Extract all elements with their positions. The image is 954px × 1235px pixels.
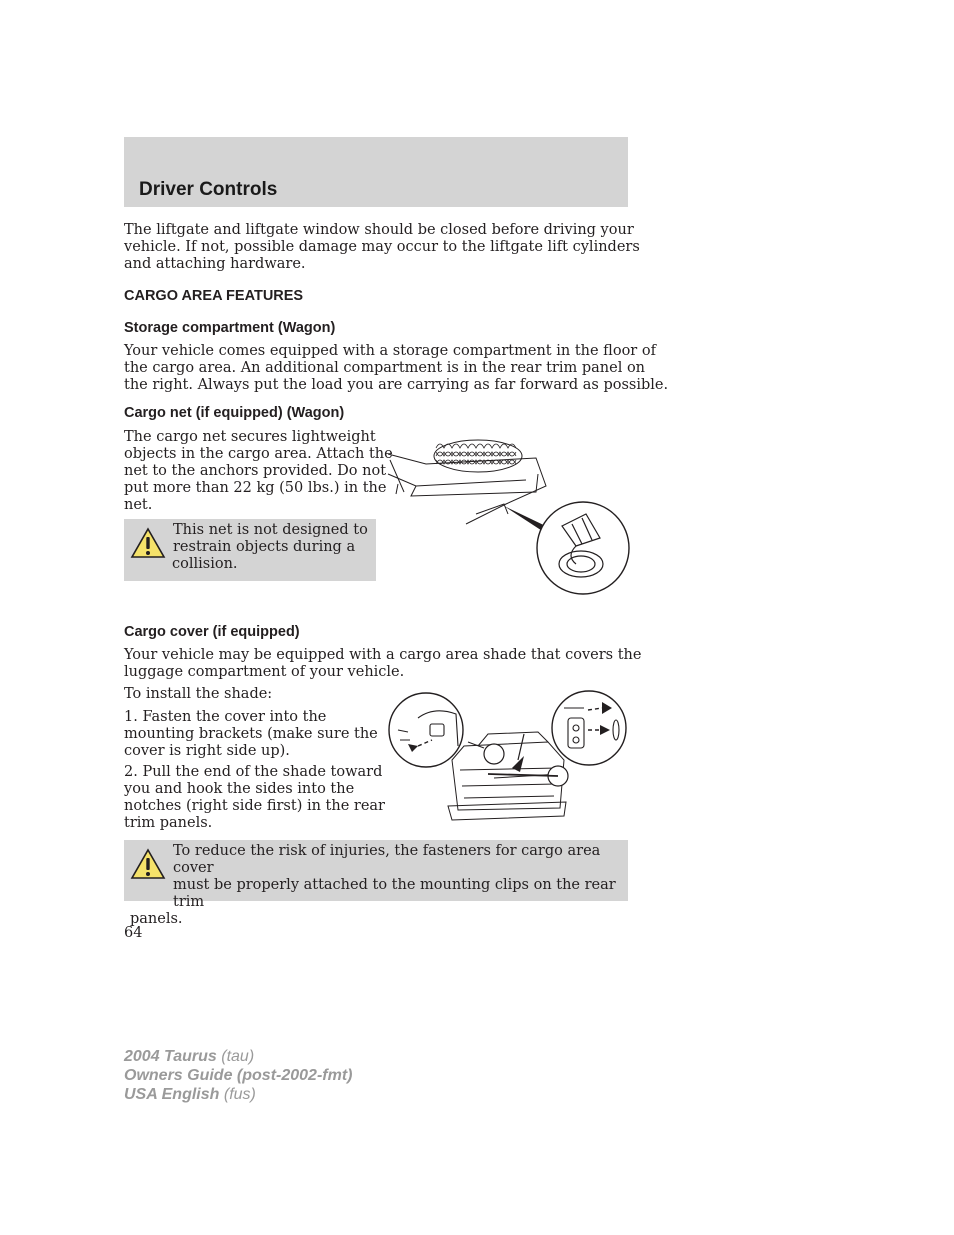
text-line: panels. (130, 911, 183, 927)
text-line: 2. Pull the end of the shade toward (124, 764, 383, 780)
text-line: net. (124, 497, 153, 513)
text-line: notches (right side first) in the rear (124, 798, 385, 814)
text-line: the cargo area. An additional compartment is in the rear trim panel on (124, 360, 646, 376)
cargo-net-warning (124, 519, 376, 581)
cargo-net-paragraph (124, 429, 393, 514)
footer-line-guide (124, 1066, 352, 1085)
warning-triangle-icon (130, 526, 166, 560)
text-line: objects in the cargo area. Attach the (124, 446, 393, 462)
text-line: This net is not designed to (173, 522, 368, 538)
text-line: must be properly attached to the mounting clips on the rear trim (173, 877, 616, 910)
warning-text (130, 843, 622, 928)
footer-model: 2004 Taurus (124, 1048, 217, 1065)
text-line: mounting brackets (make sure the (124, 726, 378, 742)
text-line: restrain objects during a (173, 539, 356, 555)
text-line: and attaching hardware. (124, 256, 306, 272)
text-line: trim panels. (124, 815, 213, 831)
section-header-bar (124, 137, 628, 207)
text-line: Your vehicle comes equipped with a storage compartment in the floor of (124, 343, 656, 359)
text-line: the right. Always put the load you are carrying as far forward as possible. (124, 377, 669, 393)
storage-heading: Storage compartment (Wagon) (124, 320, 336, 336)
text-line: Your vehicle may be equipped with a cargo area shade that covers the (124, 647, 642, 663)
text-line: vehicle. If not, possible damage may occur to the liftgate lift cylinders (124, 239, 640, 255)
footer-line-model (124, 1047, 254, 1066)
cargo-net-illustration (386, 434, 632, 596)
cargo-net-heading: Cargo net (if equipped) (Wagon) (124, 405, 345, 421)
intro-paragraph (124, 222, 640, 273)
text-line: To reduce the risk of injuries, the fasteners for cargo area cover (173, 843, 601, 876)
text-line: cover is right side up). (124, 743, 290, 759)
text-line: net to the anchors provided. Do not (124, 463, 387, 479)
warning-text (130, 522, 370, 573)
text-line: collision. (172, 556, 238, 572)
cargo-cover-paragraph (124, 647, 641, 681)
cargo-cover-illustration (388, 690, 630, 824)
footer-guide: Owners Guide (post-2002-fmt) (124, 1067, 353, 1084)
install-step-1 (124, 709, 378, 760)
text-line: luggage compartment of your vehicle. (124, 664, 405, 680)
section-title: Driver Controls (139, 179, 278, 200)
text-line: 1. Fasten the cover into the (124, 709, 327, 725)
cargo-features-heading: CARGO AREA FEATURES (124, 288, 304, 304)
cargo-cover-heading: Cargo cover (if equipped) (124, 624, 300, 640)
storage-paragraph (124, 343, 668, 394)
text-line: The liftgate and liftgate window should be closed before driving your (124, 222, 634, 238)
install-intro: To install the shade: (124, 686, 273, 702)
cargo-cover-warning (124, 840, 628, 927)
warning-triangle-icon (130, 847, 166, 881)
text-line: you and hook the sides into the (124, 781, 355, 797)
footer-language-code: (fus) (223, 1086, 256, 1103)
footer-line-language (124, 1085, 256, 1104)
install-step-2 (124, 764, 385, 832)
footer-model-code: (tau) (221, 1048, 255, 1065)
text-line: The cargo net secures lightweight (124, 429, 376, 445)
text-line: put more than 22 kg (50 lbs.) in the (124, 480, 387, 496)
page-number: 64 (124, 925, 143, 941)
footer-language: USA English (124, 1086, 220, 1103)
